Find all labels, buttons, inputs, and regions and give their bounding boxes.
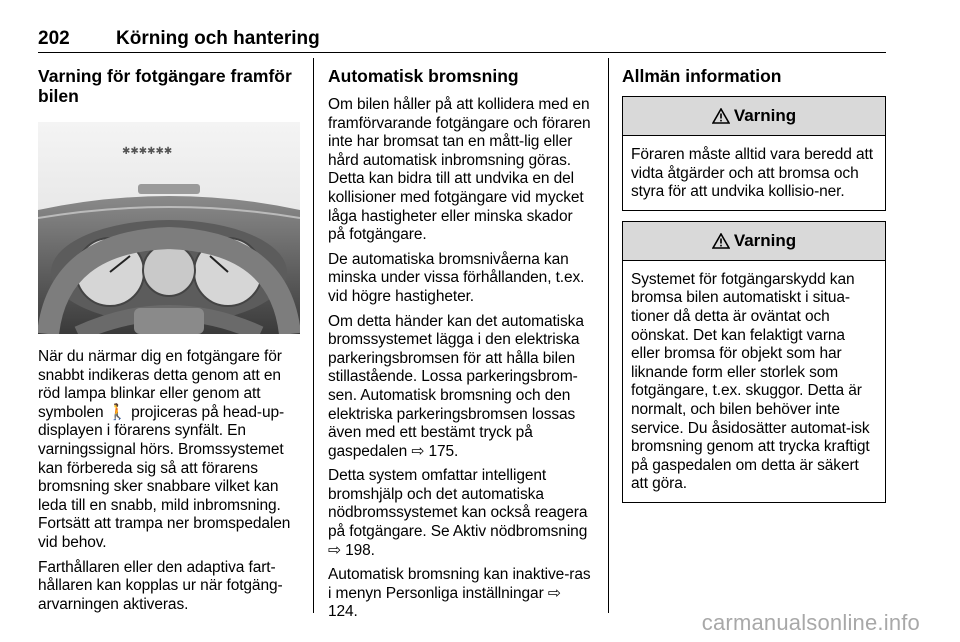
page-header: [38, 22, 886, 53]
paragraph: Automatisk bromsning kan inaktive-ras i menyn Personliga inställningar ⇨ 124.: [328, 566, 591, 621]
paragraph: När du närmar dig en fotgängare för snabbt indikeras detta genom att en röd lampa blinkar eller genom att symbolen 🚶 projiceras på head-up-displayen i förarens synfält. En varningssignal hörs. Bromssystemet kan förbereda sig så att förarens bromsning sker snabbare vilket kan leda till en snabb, mild inbromsning. Fortsätt att trampa ner bromspedalen vid behov.: [38, 348, 291, 551]
warning-text: Föraren måste alltid vara beredd att vidta åtgärder och att bromsa och styra för att undvika kollisio-ner.: [631, 146, 873, 201]
warning-text: Systemet för fotgängarskydd kan bromsa bilen automatiskt i situa-tioner då detta är oväntat och oönskat. Det kan felaktigt varna eller bromsa för objekt som har liknande form eller storlek som fotgängare, t.ex. skuggor. Detta är normalt, och bilen behöver inte service. Du åsidosätter automat-isk bromsning genom att trycka kraftigt på gaspedalen om detta är säkert att göra.: [631, 270, 870, 493]
warning-header: [623, 222, 885, 261]
dashboard-illustration: [38, 122, 300, 334]
section-heading: Allmän information: [622, 66, 782, 86]
section-heading: Varning för fotgängare framför bilen: [38, 66, 292, 106]
chapter-title: Körning och hantering: [116, 28, 320, 49]
paragraph: De automatiska bromsnivåerna kan minska under vissa förhållanden, t.ex. vid högre hastigheter.: [328, 250, 585, 305]
warning-triangle-icon: [712, 108, 730, 124]
column-automatic-braking: [328, 58, 592, 628]
warning-title: Varning: [733, 230, 797, 250]
column-divider: [608, 58, 609, 613]
warning-box: [622, 96, 886, 211]
dashboard-image: [38, 122, 300, 334]
column-general-information: [622, 58, 886, 513]
warning-triangle-icon: [712, 233, 730, 249]
column-pedestrian-warning: [38, 58, 300, 620]
page-number: 202: [38, 28, 70, 49]
paragraph: Om detta händer kan det automatiska bromssystemet lägga i den elektriska parkeringsbromsen för att hålla bilen stillastående. Lossa parkeringsbrom-sen. Automatisk bromsning och den elektriska parkeringsbromsen lossas även med ett bestämt tryck på gaspedalen ⇨ 175.: [328, 312, 584, 460]
paragraph: Om bilen håller på att kollidera med en framförvarande fotgängare och föraren inte har bromsat tan en mått-lig eller hård automatisk inbromsning göras. Detta kan bidra till att undvika en del kollisioner med fotgängare vid mycket låga hastigheter eller minska skador på fotgängare.: [328, 96, 591, 244]
paragraph: Farthållaren eller den adaptiva fart-hållaren kan kopplas ur när fotgäng-arvarningen aktiveras.: [38, 558, 283, 613]
watermark: carmanualsonline.info: [701, 610, 920, 635]
hud-pedestrian-symbols: ✱✱✱✱✱✱: [122, 146, 173, 157]
paragraph: Detta system omfattar intelligent bromshjälp och det automatiska nödbromssystemet kan också reagera på fotgängare. Se Aktiv nödbromsning ⇨ 198.: [328, 467, 588, 559]
column-divider: [313, 58, 314, 613]
section-heading: Automatisk bromsning: [328, 66, 519, 86]
warning-box: [622, 221, 886, 503]
warning-title: Varning: [733, 106, 797, 125]
warning-header: [623, 97, 885, 136]
